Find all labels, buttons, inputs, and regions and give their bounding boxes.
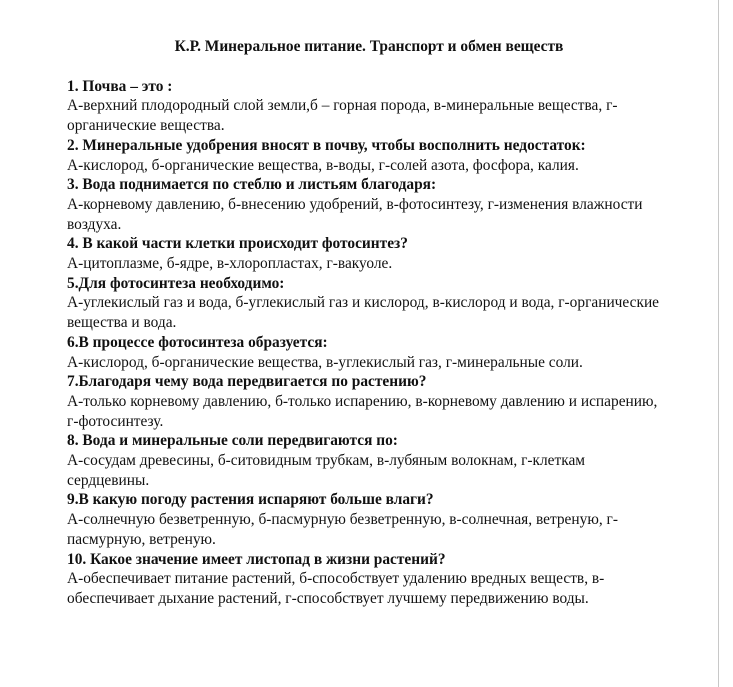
question-text: 10. Какое значение имеет листопад в жизни растений? — [67, 550, 446, 568]
question-block-9 — [67, 490, 667, 549]
question-text: 4. В какой части клетки происходит фотосинтез? — [67, 235, 408, 253]
answer-options: А-сосудам древесины, б-ситовидным трубкам, в-лубяным волокнам, г-клеткам сердцевины. — [67, 452, 586, 489]
answer-options: А-верхний плодородный слой земли,б – горная порода, в-минеральные вещества, г- органические вещества. — [67, 97, 618, 135]
question-text: 8. Вода и минеральные соли передвигаются по: — [67, 432, 398, 450]
page-edge-divider — [718, 0, 719, 687]
question-block-2 — [67, 136, 667, 175]
question-text: 2. Минеральные удобрения вносят в почву, чтобы восполнить недостаток: — [67, 136, 586, 154]
question-text: 7.Благодаря чему вода передвигается по растению? — [67, 373, 427, 391]
answer-options: А-кислород, б-органические вещества, в-углекислый газ, г-минеральные соли. — [67, 353, 583, 371]
question-text: 3. Вода поднимается по стеблю и листьям благодаря: — [67, 176, 437, 194]
answer-options: А-кислород, б-органические вещества, в-воды, г-солей азота, фосфора, калия. — [67, 156, 579, 174]
question-text: 6.В процессе фотосинтеза образуется: — [67, 333, 328, 351]
question-block-5 — [67, 274, 667, 333]
page-title: К.Р. Минеральное питание. Транспорт и обмен веществ — [174, 38, 564, 55]
question-text: 9.В какую погоду растения испаряют больше влаги? — [67, 491, 434, 509]
question-block-10 — [67, 550, 667, 609]
question-text: 5.Для фотосинтеза необходимо: — [67, 274, 285, 292]
question-block-6 — [67, 333, 667, 372]
answer-options: А-только корневому давлению, б-только испарению, в-корневому давлению и испарению, г-фотосинтезу. — [67, 392, 658, 430]
answer-options: А-углекислый газ и вода, б-углекислый газ и кислород, в-кислород и вода, г-органические вещества и вода. — [67, 294, 660, 332]
answer-options: А-цитоплазме, б-ядре, в-хлоропластах, г-вакуоле. — [67, 255, 393, 273]
question-block-4 — [67, 234, 667, 273]
question-block-8 — [67, 431, 667, 490]
answer-options: А-корневому давлению, б-внесению удобрений, в-фотосинтезу, г-изменения влажности воздуха. — [67, 195, 643, 233]
document-body — [67, 37, 667, 609]
answer-options: А-солнечную безветренную, б-пасмурную безветренную, в-солнечная, ветреную, г-пасмурную, ветреную. — [67, 511, 618, 548]
question-block-1 — [67, 77, 667, 136]
question-text: 1. Почва – это : — [67, 77, 173, 95]
question-block-3 — [67, 175, 667, 234]
answer-options: А-обеспечивает питание растений, б-способствует удалению вредных веществ, в-обеспечивает дыхание растений, г-способствует лучшему передвижению воды. — [67, 570, 605, 607]
question-block-7 — [67, 372, 667, 431]
